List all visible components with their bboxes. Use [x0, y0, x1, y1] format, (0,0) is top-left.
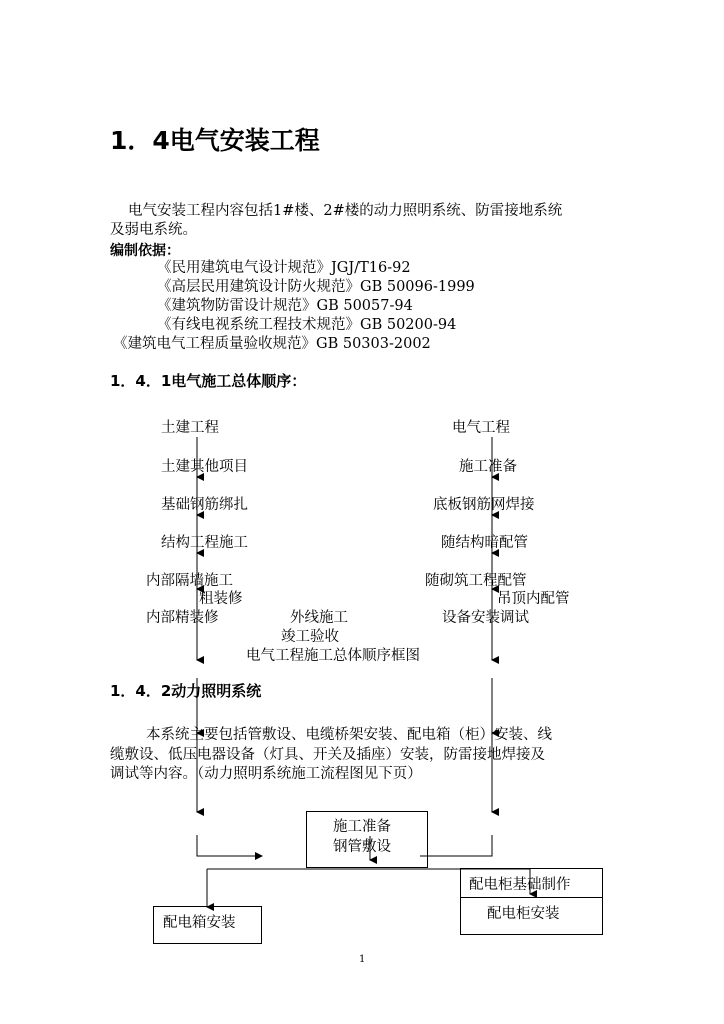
flow-left-step: 土建其他项目 — [161, 459, 248, 475]
flow-right-step: 电气工程 — [452, 420, 510, 436]
flow-left-step: 基础钢筋绑扎 — [161, 497, 248, 513]
flow-prep-label: 施工准备 — [333, 819, 391, 835]
intro-line-1: 电气安装工程内容包括1#楼、2#楼的动力照明系统、防雷接地系统 — [128, 203, 563, 219]
section-142-para-line: 缆敷设、低压电器设备（灯具、开关及插座）安装，防雷接地焊接及 — [110, 747, 545, 763]
merge-right — [420, 835, 492, 856]
basis-item: 《有线电视系统工程技术规范》GB 50200-94 — [157, 317, 457, 333]
basis-label: 编制依据： — [110, 243, 180, 259]
basis-item: 《建筑物防雷设计规范》GB 50057-94 — [157, 298, 413, 314]
flow-left-step: 结构工程施工 — [161, 535, 248, 551]
flow-caption: 电气工程施工总体顺序框图 — [246, 648, 420, 664]
flow-right-step: 底板钢筋网焊接 — [433, 497, 535, 513]
flow-completion: 竣工验收 — [281, 629, 339, 645]
flow-right-step: 随砌筑工程配管 — [425, 573, 527, 589]
flow-right-step: 施工准备 — [459, 459, 517, 475]
flow-left-step: 内部隔墙施工 — [146, 573, 233, 589]
flow-left-step: 土建工程 — [161, 420, 219, 436]
section-142-para-line: 调试等内容。（动力照明系统施工流程图见下页） — [110, 766, 422, 782]
flow-right-step: 随结构暗配管 — [441, 535, 528, 551]
flow-conduit-label: 钢管敷设 — [333, 839, 391, 855]
flow-box-install-label: 配电箱安装 — [163, 915, 236, 931]
section-141-title: 1．4．1电气施工总体顺序： — [110, 372, 307, 390]
flow-right-step: 吊顶内配管 — [497, 591, 570, 607]
flow-left-step: 粗装修 — [199, 591, 243, 607]
basis-item: 《民用建筑电气设计规范》JGJ/T16-92 — [157, 260, 411, 276]
page-title: 1．4电气安装工程 — [110, 126, 320, 155]
flow-cabinet-install-label: 配电柜安装 — [487, 906, 560, 922]
basis-item: 《建筑电气工程质量验收规范》GB 50303-2002 — [113, 336, 431, 352]
flow-cabinet-base-label: 配电柜基础制作 — [469, 877, 571, 893]
page-number: 1 — [359, 954, 366, 965]
intro-line-2: 及弱电系统。 — [110, 222, 197, 238]
section-142-para-line: 本系统主要包括管敷设、电缆桥架安装、配电箱（柜）安装、线 — [146, 727, 552, 743]
flow-outside-line: 外线施工 — [290, 610, 348, 626]
basis-item: 《高层民用建筑设计防火规范》GB 50096-1999 — [157, 279, 475, 295]
flow-right-step: 设备安装调试 — [442, 610, 529, 626]
merge-left — [197, 835, 262, 856]
cabinet-box-divider — [460, 897, 603, 898]
section-142-title: 1．4．2动力照明系统 — [110, 682, 262, 700]
flow-left-step: 内部精装修 — [146, 610, 219, 626]
